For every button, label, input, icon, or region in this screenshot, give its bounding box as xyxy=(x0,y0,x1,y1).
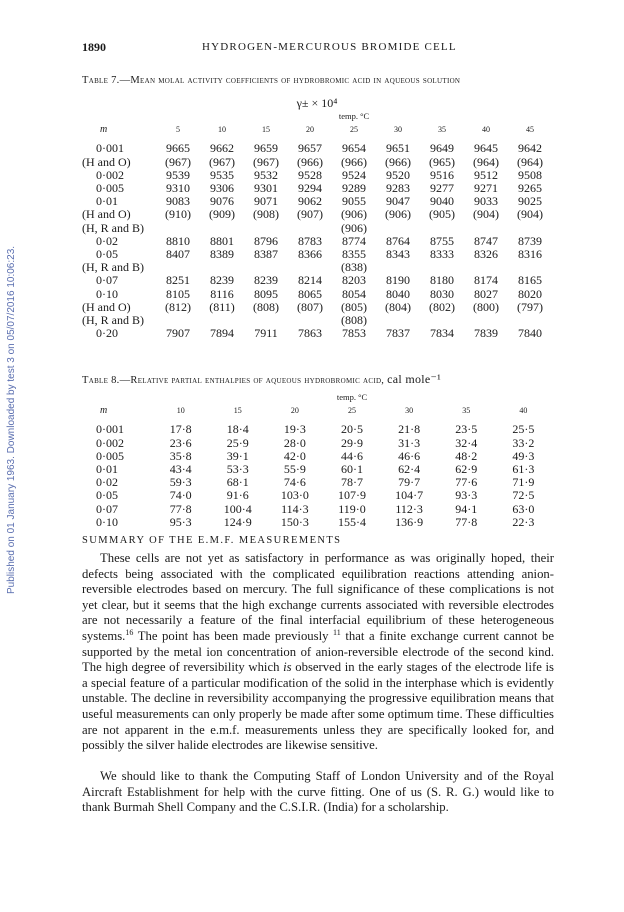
table-cell: 9520 xyxy=(386,167,410,182)
table-cell: (966) xyxy=(297,154,323,169)
table-cell: (967) xyxy=(253,154,279,169)
table-cell: 9665 xyxy=(166,141,190,156)
temperature-header: 15 xyxy=(262,125,270,135)
temp-label: temp. °C xyxy=(336,392,368,402)
summary-paragraph xyxy=(82,551,554,754)
temperature-header: 40 xyxy=(519,406,528,416)
table-cell: 18·4 xyxy=(226,422,249,437)
temp-label-cell xyxy=(495,391,552,404)
table-cell: 71·9 xyxy=(512,475,535,490)
table-cell: 62·4 xyxy=(398,462,421,477)
table-cell: 7834 xyxy=(430,326,454,341)
table-cell: 8065 xyxy=(298,286,322,301)
table-cell: 55·9 xyxy=(283,462,306,477)
table-cell: 8747 xyxy=(474,233,498,248)
table-cell: 8165 xyxy=(518,273,542,288)
table-cell xyxy=(288,222,332,235)
table-cell: 9657 xyxy=(298,141,322,156)
table-cell: 8764 xyxy=(386,233,410,248)
table-cell: 9033 xyxy=(474,194,498,209)
table-cell: 8040 xyxy=(386,286,410,301)
row-molality: 0·20 xyxy=(96,326,118,341)
table-cell: (800) xyxy=(473,299,499,314)
table-cell: 59·3 xyxy=(169,475,192,490)
table-cell xyxy=(200,222,244,235)
table-cell: (805) xyxy=(341,299,367,314)
temp-label-cell xyxy=(508,110,552,123)
reference-16: 16 xyxy=(125,627,134,637)
row-molality: (H, R and B) xyxy=(82,260,144,275)
table7 xyxy=(82,110,552,340)
table-cell: 112·3 xyxy=(395,501,423,516)
table-cell: 9289 xyxy=(342,181,366,196)
row-molality: 0·05 xyxy=(96,488,118,503)
row-molality: 0·002 xyxy=(96,435,124,450)
section-heading: SUMMARY OF THE E.M.F. MEASUREMENTS xyxy=(82,535,342,546)
table-cell: 7907 xyxy=(166,326,190,341)
m-column-header: m xyxy=(100,405,108,417)
table-cell: 9649 xyxy=(430,141,454,156)
table-cell: 9301 xyxy=(254,181,278,196)
temperature-header: 20 xyxy=(306,125,314,135)
table-cell: 9040 xyxy=(430,194,454,209)
table-cell: 68·1 xyxy=(226,475,249,490)
temperature-header: 10 xyxy=(218,125,226,135)
row-molality: 0·001 xyxy=(96,422,124,437)
table-cell: 78·7 xyxy=(341,475,364,490)
table-cell: 19·3 xyxy=(283,422,306,437)
table-cell: (967) xyxy=(165,154,191,169)
row-molality: 0·005 xyxy=(96,181,124,196)
temp-label-cell xyxy=(438,391,495,404)
table-row xyxy=(82,463,552,476)
table-cell xyxy=(508,222,552,235)
temperature-header: 20 xyxy=(290,406,299,416)
table-cell: (838) xyxy=(341,260,367,275)
table-cell: 8801 xyxy=(210,233,234,248)
table-cell: 77·6 xyxy=(455,475,478,490)
table-cell: 8387 xyxy=(254,247,278,262)
table-cell: 8095 xyxy=(254,286,278,301)
table-cell: 7863 xyxy=(298,326,322,341)
row-molality: 0·07 xyxy=(96,273,118,288)
acknowledgement-paragraph xyxy=(82,769,554,816)
p1-part3: that a finite exchange current cannot be supported by the metal ion concentration of anion-reversible electrode of the second kind. The high degree of reversibility which xyxy=(82,628,554,675)
table-cell: 103·0 xyxy=(280,488,309,503)
table-cell: 9512 xyxy=(474,167,498,182)
table-cell: 9651 xyxy=(386,141,410,156)
table-cell: 17·8 xyxy=(169,422,192,437)
row-molality: 0·005 xyxy=(96,448,124,463)
table-cell: 8783 xyxy=(298,233,322,248)
temperature-header: 25 xyxy=(350,125,358,135)
table-cell: (906) xyxy=(341,220,367,235)
table-cell: 8355 xyxy=(342,247,366,262)
temperature-header: 30 xyxy=(405,406,414,416)
table-cell: (967) xyxy=(209,154,235,169)
row-molality: 0·10 xyxy=(96,514,118,529)
table-cell: 9524 xyxy=(342,167,366,182)
temperature-header: 5 xyxy=(176,125,180,135)
temperature-header: 25 xyxy=(348,406,357,416)
p1-italic: is xyxy=(283,660,292,675)
table-cell: 63·0 xyxy=(512,501,535,516)
table-cell: 9310 xyxy=(166,181,190,196)
table-cell: 114·3 xyxy=(281,501,309,516)
row-molality: 0·07 xyxy=(96,501,118,516)
table-cell: 9528 xyxy=(298,167,322,182)
temperature-header: 35 xyxy=(438,125,446,135)
table-row xyxy=(82,489,552,502)
table-row xyxy=(82,301,552,314)
temp-label-cell xyxy=(376,110,420,123)
row-molality: 0·10 xyxy=(96,286,118,301)
temperature-header: 15 xyxy=(233,406,242,416)
table-row xyxy=(82,450,552,463)
table-cell: 95·3 xyxy=(169,514,192,529)
table-cell: 8389 xyxy=(210,247,234,262)
table-cell: (906) xyxy=(385,207,411,222)
table-cell: 9277 xyxy=(430,181,454,196)
table-cell: 9508 xyxy=(518,167,542,182)
temp-label-cell xyxy=(244,110,288,123)
row-molality: 0·002 xyxy=(96,167,124,182)
column-header-row xyxy=(82,404,552,417)
table-cell: 155·4 xyxy=(338,514,367,529)
table-cell xyxy=(464,222,508,235)
table-cell: 9659 xyxy=(254,141,278,156)
table-cell: 9306 xyxy=(210,181,234,196)
table-cell: 62·9 xyxy=(455,462,478,477)
table-cell: 9645 xyxy=(474,141,498,156)
table-cell: 9532 xyxy=(254,167,278,182)
row-molality: 0·01 xyxy=(96,462,118,477)
row-molality: 0·02 xyxy=(96,475,118,490)
table-cell: 49·3 xyxy=(512,448,535,463)
table-cell: 42·0 xyxy=(283,448,306,463)
table7-caption-label: Table 7. xyxy=(82,75,120,86)
temperature-header: 30 xyxy=(394,125,402,135)
table-cell: (909) xyxy=(209,207,235,222)
temp-label-cell xyxy=(200,110,244,123)
table-row xyxy=(82,288,552,301)
temp-label-row xyxy=(82,391,552,404)
row-molality: (H and O) xyxy=(82,207,131,222)
page-number: 1890 xyxy=(82,40,106,54)
table-cell: (966) xyxy=(385,154,411,169)
temp-label-cell xyxy=(288,110,332,123)
table-cell xyxy=(156,222,200,235)
table8-caption-unit: cal mole⁻¹ xyxy=(387,372,442,386)
table-row xyxy=(82,503,552,516)
table-cell: 107·9 xyxy=(338,488,367,503)
row-molality: (H and O) xyxy=(82,299,131,314)
p1-part4: observed in the early stages of the electrode life is a special feature of a particular modification of the solid in the interphase which is evidently unstable. The decline in reversibility accompanying the progressive equilibration means that useful measurements can only properly be made after some optimum time. These difficulties are not apparent in the e.m.f. measurements unless they are specifically looked for, and possibly the silver halide electrodes are likewise sensitive. xyxy=(82,660,554,753)
table-cell: 8030 xyxy=(430,286,454,301)
table-cell: 8810 xyxy=(166,233,190,248)
table-cell: 93·3 xyxy=(455,488,478,503)
reference-11: 11 xyxy=(333,627,341,637)
table-cell: 8105 xyxy=(166,286,190,301)
table-cell: 9047 xyxy=(386,194,410,209)
table-cell: 8755 xyxy=(430,233,454,248)
table-cell: 77·8 xyxy=(455,514,478,529)
table-cell: 20·5 xyxy=(341,422,364,437)
acknowledgement-text: We should like to thank the Computing Staff of London University and of the Royal Aircraft Establishment for help with the curve fitting. One of us (S. R. G.) would like to thank Burmah Shell Company and the C.S.I.R. (India) for a scholarship. xyxy=(82,769,554,815)
table-cell: 25·9 xyxy=(226,435,249,450)
table-cell: 136·9 xyxy=(395,514,424,529)
table-cell: 9055 xyxy=(342,194,366,209)
table-cell: 7853 xyxy=(342,326,366,341)
p1-part1: These cells are not yet as satisfactory in performance as was originally hoped, their defects being associated with the complicated equilibration reactions attending anion-reversible electrodes based on mercury. The full significance of these complications is not yet clear, but it seems that the high exchange currents associated with reversible electrodes are not necessarily a feature of the final interfacial equilibrium of these heterogeneous systems. xyxy=(82,551,554,643)
table7-caption-text: —Mean molal activity coefficients of hydrobromic acid in aqueous solution xyxy=(119,75,461,86)
running-title: HYDROGEN-MERCUROUS BROMIDE CELL xyxy=(202,41,457,53)
table-cell: 9062 xyxy=(298,194,322,209)
temperature-header: 10 xyxy=(176,406,185,416)
temp-label-cell xyxy=(420,110,464,123)
table-cell: 29·9 xyxy=(341,435,364,450)
temp-label-cell xyxy=(381,391,438,404)
table-cell: (910) xyxy=(165,207,191,222)
table8-caption-label: Table 8. xyxy=(82,375,120,386)
p1-part2: The point has been made previously xyxy=(133,628,334,643)
table-cell: 8739 xyxy=(518,233,542,248)
table-cell: 53·3 xyxy=(226,462,249,477)
table-cell: 8020 xyxy=(518,286,542,301)
table-cell: 61·3 xyxy=(512,462,535,477)
table-cell: 94·1 xyxy=(455,501,478,516)
table-cell: (812) xyxy=(165,299,191,314)
table-cell: 8239 xyxy=(254,273,278,288)
table-cell: 104·7 xyxy=(395,488,424,503)
table-cell: (965) xyxy=(429,154,455,169)
table7-gamma-label: γ± × 10⁴ xyxy=(296,96,338,110)
table8-caption xyxy=(82,372,441,387)
temp-label-cell xyxy=(152,391,209,404)
table-row xyxy=(82,222,552,235)
table-cell: (807) xyxy=(297,299,323,314)
table-cell: (966) xyxy=(341,154,367,169)
table-cell: 8190 xyxy=(386,273,410,288)
table-cell: (907) xyxy=(297,207,323,222)
table-row xyxy=(82,327,552,340)
table-cell: (906) xyxy=(341,207,367,222)
table-cell: (904) xyxy=(517,207,543,222)
table-cell: 7839 xyxy=(474,326,498,341)
table-cell: 8366 xyxy=(298,247,322,262)
table-cell: (804) xyxy=(385,299,411,314)
table-cell: 22·3 xyxy=(512,514,535,529)
table-cell: 23·5 xyxy=(455,422,478,437)
table7-caption xyxy=(82,75,460,86)
table-cell: 9654 xyxy=(342,141,366,156)
table-cell: 72·5 xyxy=(512,488,535,503)
table-cell: 9025 xyxy=(518,194,542,209)
table-cell: 25·5 xyxy=(512,422,535,437)
table-cell: 48·2 xyxy=(455,448,478,463)
table-cell: 7837 xyxy=(386,326,410,341)
table-cell: (964) xyxy=(473,154,499,169)
table-cell: 8796 xyxy=(254,233,278,248)
table8 xyxy=(82,391,552,529)
table-cell xyxy=(376,222,420,235)
table-cell: (904) xyxy=(473,207,499,222)
table-cell: 8407 xyxy=(166,247,190,262)
row-molality: 0·02 xyxy=(96,233,118,248)
temperature-header: 45 xyxy=(526,125,534,135)
row-molality: (H, R and B) xyxy=(82,313,144,328)
temp-label-row xyxy=(82,110,552,123)
table-cell: 8343 xyxy=(386,247,410,262)
table-cell: 7840 xyxy=(518,326,542,341)
temp-label-spacer xyxy=(82,110,156,123)
temp-label: temp. °C xyxy=(338,111,370,121)
row-molality: (H and O) xyxy=(82,154,131,169)
table-cell: (964) xyxy=(517,154,543,169)
table-cell: (808) xyxy=(341,313,367,328)
table-cell: 46·6 xyxy=(398,448,421,463)
table-cell: 8054 xyxy=(342,286,366,301)
table-cell: 8774 xyxy=(342,233,366,248)
table-cell: 8333 xyxy=(430,247,454,262)
temp-label-cell xyxy=(464,110,508,123)
table-cell xyxy=(244,222,288,235)
table-cell: (811) xyxy=(209,299,235,314)
table-cell: 7911 xyxy=(254,326,278,341)
table-cell: 9076 xyxy=(210,194,234,209)
table-cell: 100·4 xyxy=(223,501,252,516)
table-cell: 60·1 xyxy=(341,462,364,477)
table-cell: 43·4 xyxy=(169,462,192,477)
table-cell: 33·2 xyxy=(512,435,535,450)
table-row xyxy=(82,142,552,155)
table8-caption-text: —Relative partial enthalpies of aqueous hydrobromic acid, xyxy=(119,375,385,386)
table-cell: 9294 xyxy=(298,181,322,196)
table-cell: 150·3 xyxy=(280,514,309,529)
download-notice: Published on 01 January 1963. Downloaded by test 3 on 05/07/2016 10:06:23. xyxy=(6,245,17,595)
table-cell: 119·0 xyxy=(338,501,366,516)
table-cell: 21·8 xyxy=(398,422,421,437)
table-cell: 9283 xyxy=(386,181,410,196)
table-cell: 8316 xyxy=(518,247,542,262)
table-cell: 8174 xyxy=(474,273,498,288)
temp-label-spacer xyxy=(82,391,152,404)
table-cell: 32·4 xyxy=(455,435,478,450)
table-cell: 9271 xyxy=(474,181,498,196)
table-cell: 74·6 xyxy=(283,475,306,490)
table-cell: 9539 xyxy=(166,167,190,182)
column-header-row xyxy=(82,123,552,136)
temp-label-cell xyxy=(266,391,323,404)
table-cell: 44·6 xyxy=(341,448,364,463)
table-cell: 9516 xyxy=(430,167,454,182)
table-cell: 9642 xyxy=(518,141,542,156)
table-cell: 35·8 xyxy=(169,448,192,463)
table-cell: 9265 xyxy=(518,181,542,196)
table-cell: 31·3 xyxy=(398,435,421,450)
table-cell: 28·0 xyxy=(283,435,306,450)
temperature-header: 35 xyxy=(462,406,471,416)
temp-label-cell xyxy=(209,391,266,404)
m-column-header: m xyxy=(100,124,108,136)
table-cell: 8180 xyxy=(430,273,454,288)
table-cell: 23·6 xyxy=(169,435,192,450)
table-cell: 8251 xyxy=(166,273,190,288)
table-cell: 79·7 xyxy=(398,475,421,490)
table-row xyxy=(82,516,552,529)
table-cell: 8214 xyxy=(298,273,322,288)
table-cell: 9662 xyxy=(210,141,234,156)
table-cell: (908) xyxy=(253,207,279,222)
table-cell: (905) xyxy=(429,207,455,222)
table-row xyxy=(82,156,552,169)
table-cell: 124·9 xyxy=(223,514,252,529)
table-cell: 91·6 xyxy=(226,488,249,503)
table-cell: 8326 xyxy=(474,247,498,262)
table-cell: 9535 xyxy=(210,167,234,182)
temperature-header: 40 xyxy=(482,125,490,135)
table-row xyxy=(82,476,552,489)
table-row xyxy=(82,274,552,287)
table-cell: 8239 xyxy=(210,273,234,288)
table-cell: (802) xyxy=(429,299,455,314)
table-cell: (808) xyxy=(253,299,279,314)
table-cell: 8203 xyxy=(342,273,366,288)
row-molality: 0·001 xyxy=(96,141,124,156)
table-row xyxy=(82,437,552,450)
table-cell: 9083 xyxy=(166,194,190,209)
row-molality: 0·05 xyxy=(96,247,118,262)
table-cell: 39·1 xyxy=(226,448,249,463)
table-cell: 74·0 xyxy=(169,488,192,503)
table-cell xyxy=(420,222,464,235)
temp-label-cell xyxy=(156,110,200,123)
row-molality: (H, R and B) xyxy=(82,220,144,235)
table-row xyxy=(82,208,552,221)
table-cell: 77·8 xyxy=(169,501,192,516)
table-row xyxy=(82,423,552,436)
table-cell: (797) xyxy=(517,299,543,314)
table-cell: 8027 xyxy=(474,286,498,301)
table-cell: 8116 xyxy=(210,286,234,301)
table-cell: 7894 xyxy=(210,326,234,341)
row-molality: 0·01 xyxy=(96,194,118,209)
table-cell: 9071 xyxy=(254,194,278,209)
table-row xyxy=(82,248,552,261)
